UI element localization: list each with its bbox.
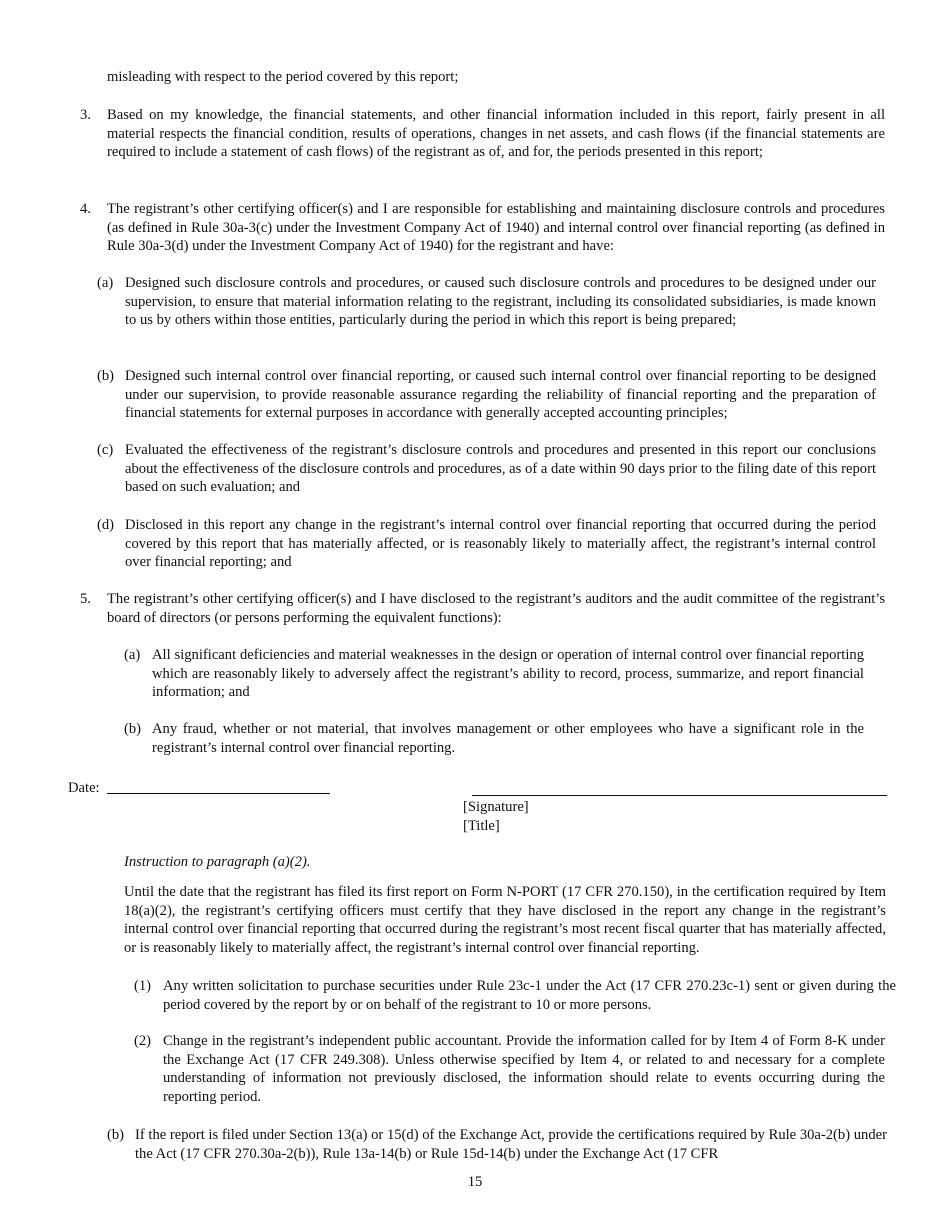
item-b-text: If the report is filed under Section 13(a) or 15(d) of the Exchange Act, provide the certifications required by Rule 30a-2(b) under the Act (17 CFR 270.30a-2(b)), Rule 13a-14(b) or Rule 15d-14(b) under the Exchange Act (17 CFR xyxy=(135,1127,887,1162)
item-4-number: 4. xyxy=(80,201,91,217)
item-b-number: (b) xyxy=(107,1127,125,1143)
item-4b-text: Designed such internal control over financial reporting, or caused such internal control over financial reporting to be designed under our supervision, to provide reasonable assurance regarding the reliability of financial reporting and the preparation of financial statements for external purposes in accordance with generally accepted accounting principles; xyxy=(125,368,876,422)
item-2-text: Change in the registrant’s independent public accountant. Provide the information called for by Item 4 of Form 8-K under the Exchange Act (17 CFR 249.308). Unless otherwise specified by Item 4, or related to and necessary for a complete understanding of information not previously disclosed, the information should relate to events occurring during the reporting period. xyxy=(163,1033,885,1105)
item-4c-text: Evaluated the effectiveness of the registrant’s disclosure controls and procedures and presented in this report our conclusions about the effectiveness of the disclosure controls and procedures, as of a date within 90 days prior to the filing date of this report based on such evaluation; and xyxy=(125,442,876,496)
signature-line xyxy=(472,795,887,796)
item-5a-number: (a) xyxy=(124,647,141,663)
item-4a-text: Designed such disclosure controls and procedures, or caused such disclosure controls and procedures to be designed under our supervision, to ensure that material information relating to the registrant, including its consolidated subsidiaries, is made known to us by others within those entities, particularly during the period in which this report is being prepared; xyxy=(125,275,876,329)
item-2-number: (2) xyxy=(134,1033,152,1049)
instruction-text: Until the date that the registrant has filed its first report on Form N-PORT (17 CFR 270.150), in the certification required by Item 18(a)(2), the registrant’s certifying officers must certify that they have disclosed in the report any change in the registrant’s internal control over financial reporting that occurred during the registrant’s most recent fiscal quarter that has materially affected, or is reasonably likely to materially affect, the registrant’s internal control over financial reporting. xyxy=(124,884,886,956)
item-1-text: Any written solicitation to purchase securities under Rule 23c-1 under the Act (17 CFR 270.23c-1) sent or given during the period covered by the report by or on behalf of the registrant to 10 or more persons. xyxy=(163,978,896,1013)
item-3-number: 3. xyxy=(80,107,91,123)
date-line xyxy=(107,793,330,794)
date-label: Date: xyxy=(68,780,100,796)
item-4d-number: (d) xyxy=(97,517,115,533)
item-5b-number: (b) xyxy=(124,721,142,737)
item-4a-number: (a) xyxy=(97,275,114,291)
item-4d-text: Disclosed in this report any change in the registrant’s internal control over financial reporting that occurred during the period covered by this report that has materially affected, or is reasonably likely to materially affect, the registrant’s internal control over financial reporting; and xyxy=(125,517,876,571)
item-5b-text: Any fraud, whether or not material, that involves management or other employees who have a significant role in the registrant’s internal control over financial reporting. xyxy=(152,721,864,756)
item-5-number: 5. xyxy=(80,591,91,607)
item-5-text: The registrant’s other certifying officer(s) and I have disclosed to the registrant’s auditors and the audit committee of the registrant’s board of directors (or persons performing the equivalent functions): xyxy=(107,591,885,626)
top-fragment: misleading with respect to the period covered by this report; xyxy=(107,69,459,85)
page-number: 15 xyxy=(467,1174,483,1190)
item-4c-number: (c) xyxy=(97,442,114,458)
item-4-text: The registrant’s other certifying officer(s) and I are responsible for establishing and maintaining disclosure controls and procedures (as defined in Rule 30a-3(c) under the Investment Company Act of 1940) and internal control over financial reporting (as defined in Rule 30a-3(d) under the Investment Company Act of 1940) for the registrant and have: xyxy=(107,201,885,255)
item-1-number: (1) xyxy=(134,978,152,994)
instruction-heading: Instruction to paragraph (a)(2). xyxy=(124,854,311,870)
signature-label: [Signature] xyxy=(463,799,529,815)
item-3-text: Based on my knowledge, the financial statements, and other financial information included in this report, fairly present in all material respects the financial condition, results of operations, changes in net assets, and cash flows (if the financial statements are required to include a statement of cash flows) of the registrant as of, and for, the periods presented in this report; xyxy=(107,107,885,161)
item-4b-number: (b) xyxy=(97,368,115,384)
title-label: [Title] xyxy=(463,818,500,834)
item-5a-text: All significant deficiencies and material weaknesses in the design or operation of internal control over financial reporting which are reasonably likely to adversely affect the registrant’s ability to record, process, summarize, and report financial information; and xyxy=(152,647,864,701)
